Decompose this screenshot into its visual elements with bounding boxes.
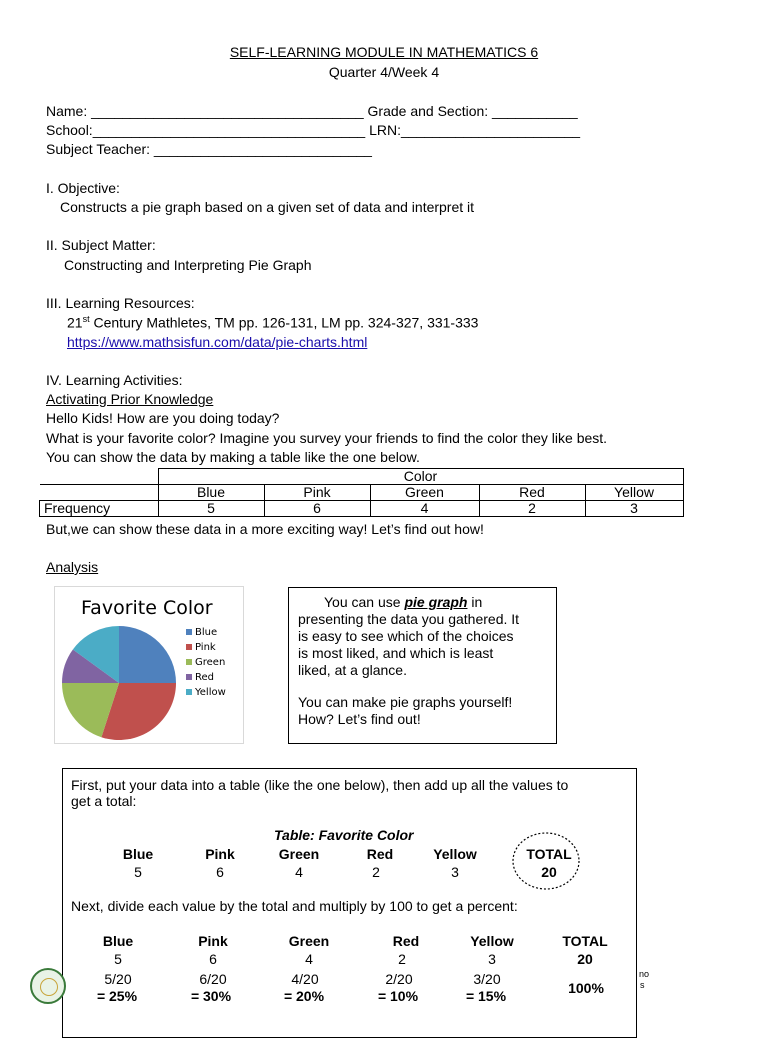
after-table-text: But,we can show these data in a more exciting way! Let’s find out how!	[46, 521, 484, 537]
percent-total-header: TOTAL	[562, 933, 608, 949]
steps-box	[62, 768, 637, 1038]
legend-swatch	[186, 629, 192, 635]
resources-link[interactable]: https://www.mathsisfun.com/data/pie-charts.html	[67, 334, 368, 350]
info-line: You can use pie graph in	[324, 594, 483, 610]
step-1-line-1: First, put your data into a table (like the one below), then add up all the values to	[71, 777, 569, 793]
color-frequency-table	[39, 468, 684, 517]
step-table-header: Yellow	[433, 846, 477, 862]
percent-table-header: Red	[392, 933, 420, 949]
step-table-value: 3	[451, 864, 459, 880]
frequency-label: Frequency	[40, 501, 159, 517]
step-table-header: Red	[366, 846, 394, 862]
resources-heading: III. Learning Resources:	[46, 295, 195, 311]
objective-heading: I. Objective:	[46, 180, 120, 196]
fraction-value: 4/20	[291, 971, 319, 987]
percent-result: = 25%	[96, 988, 138, 1004]
chart-title: Favorite Color	[81, 597, 213, 619]
table-header-cell: Pink	[264, 485, 370, 501]
fraction-value: 3/20	[473, 971, 501, 987]
legend-item-blue	[186, 627, 217, 638]
legend-label: Green	[195, 657, 226, 668]
subject-matter-text: Constructing and Interpreting Pie Graph	[64, 257, 312, 273]
table-cell: 5	[158, 501, 264, 517]
prior-knowledge-heading: Activating Prior Knowledge	[46, 391, 214, 407]
step-table-value: 2	[372, 864, 380, 880]
fraction-value: 5/20	[104, 971, 132, 987]
analysis-heading: Analysis	[46, 559, 99, 575]
legend-swatch	[186, 659, 192, 665]
info-line: How? Let’s find out!	[298, 711, 421, 727]
resources-text: 21st Century Mathletes, TM pp. 126-131, LM pp. 324-327, 331-333	[67, 314, 479, 331]
step-table-value: 4	[295, 864, 303, 880]
step-table-header: Blue	[122, 846, 154, 862]
step-table-header: Green	[278, 846, 320, 862]
step-1-line-2: get a total:	[71, 793, 137, 809]
percent-result: = 20%	[283, 988, 325, 1004]
step-table-value: 6	[216, 864, 224, 880]
school-seal-logo	[30, 968, 66, 1004]
info-line: is most liked, and which is least	[298, 645, 494, 661]
fraction-value: 6/20	[199, 971, 227, 987]
fraction-value: 2/20	[385, 971, 413, 987]
edge-text-fragment: s	[640, 980, 645, 990]
legend-item-yellow	[186, 687, 226, 698]
school-field: School:___________________________________ LRN:_______________________	[46, 122, 581, 138]
table-header-cell: Green	[370, 485, 479, 501]
table-cell: 2	[479, 501, 585, 517]
table-header-cell: Red	[479, 485, 585, 501]
table-cell: 6	[264, 501, 370, 517]
legend-item-pink	[186, 642, 216, 653]
percent-table-header: Green	[288, 933, 330, 949]
module-subtitle: Quarter 4/Week 4	[328, 64, 440, 80]
total-value: 20	[541, 864, 557, 880]
step-2-text: Next, divide each value by the total and multiply by 100 to get a percent:	[71, 898, 518, 914]
info-line: liked, at a glance.	[298, 662, 407, 678]
intro-line-3: You can show the data by making a table like the one below.	[46, 449, 420, 465]
edge-text-fragment: no	[639, 969, 650, 979]
percent-result: = 30%	[190, 988, 232, 1004]
table-cell: 4	[370, 501, 479, 517]
pie-graph-info-box	[288, 587, 557, 744]
percent-table-value: 5	[114, 951, 122, 967]
percent-table-value: 3	[488, 951, 496, 967]
percent-result: = 15%	[465, 988, 507, 1004]
legend-swatch	[186, 689, 192, 695]
teacher-field: Subject Teacher: ____________________________	[46, 141, 372, 157]
percent-table-value: 4	[305, 951, 313, 967]
table-cell: 3	[585, 501, 683, 517]
pie-slice-blue	[119, 626, 176, 683]
legend-label: Yellow	[195, 687, 226, 698]
legend-swatch	[186, 644, 192, 650]
step-table-header: Pink	[205, 846, 235, 862]
total-highlight-ellipse	[511, 831, 581, 891]
percent-table-header: Yellow	[470, 933, 514, 949]
subject-matter-heading: II. Subject Matter:	[46, 237, 156, 253]
info-line: is easy to see which of the choices	[298, 628, 514, 644]
percent-table-value: 2	[398, 951, 406, 967]
favorite-color-table-title: Table: Favorite Color	[274, 827, 414, 843]
table-header-cell: Blue	[158, 485, 264, 501]
percent-table-header: Pink	[198, 933, 228, 949]
percent-total-value: 20	[577, 951, 593, 967]
total-percent: 100%	[568, 980, 604, 996]
color-group-header: Color	[158, 469, 683, 485]
pie-chart	[54, 586, 244, 744]
legend-item-red	[186, 672, 214, 683]
name-field: Name: ___________________________________ Grade and Section: ___________	[46, 103, 578, 119]
activities-heading: IV. Learning Activities:	[46, 372, 183, 388]
info-line: You can make pie graphs yourself!	[298, 694, 513, 710]
table-header-cell: Yellow	[585, 485, 683, 501]
legend-item-green	[186, 657, 225, 668]
info-line: presenting the data you gathered. It	[298, 611, 520, 627]
pie-graph-term: pie graph	[404, 594, 468, 610]
legend-label: Pink	[195, 642, 216, 653]
intro-line-1: Hello Kids! How are you doing today?	[46, 410, 280, 426]
legend-label: Blue	[195, 627, 218, 638]
step-table-value: 5	[134, 864, 142, 880]
legend-label: Red	[195, 672, 214, 683]
module-title: SELF-LEARNING MODULE IN MATHEMATICS 6	[229, 44, 539, 60]
legend-swatch	[186, 674, 192, 680]
total-header: TOTAL	[526, 846, 572, 862]
percent-table-value: 6	[209, 951, 217, 967]
objective-text: Constructs a pie graph based on a given set of data and interpret it	[60, 199, 475, 215]
percent-result: = 10%	[377, 988, 419, 1004]
intro-line-2: What is your favorite color? Imagine you survey your friends to find the color they like best.	[46, 430, 608, 446]
percent-table-header: Blue	[102, 933, 134, 949]
